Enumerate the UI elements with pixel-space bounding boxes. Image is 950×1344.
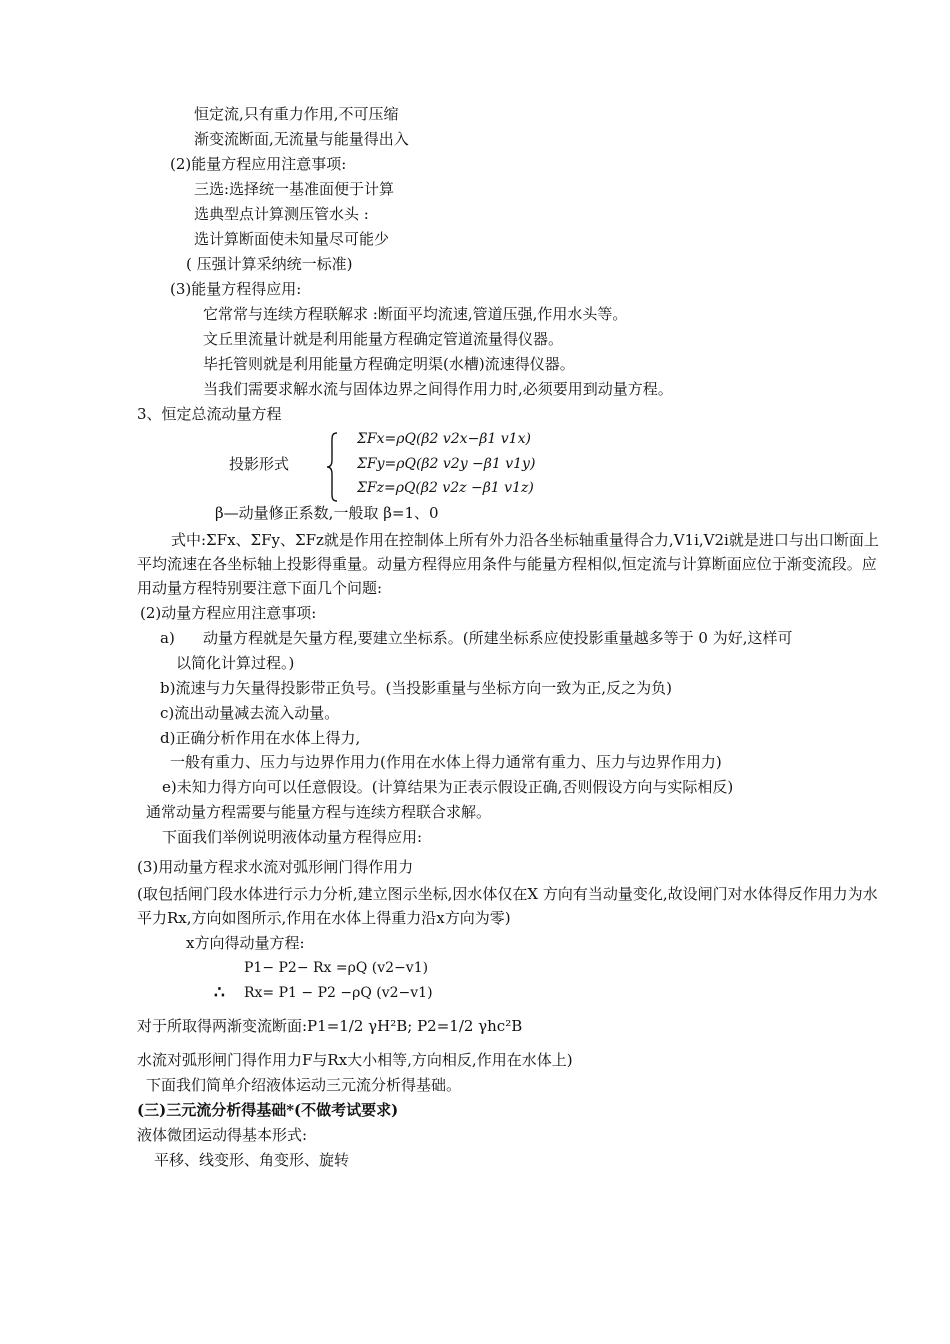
text-line: 对于所取得两渐变流断面:P1=1/2 γH²B; P2=1/2 γhc²B [137,1017,523,1035]
section-heading: (2)动量方程应用注意事项: [140,604,317,622]
text-line: 液体微团运动得基本形式: [137,1126,308,1144]
section-heading: (三)三元流分析得基础*(不做考试要求) [137,1101,399,1119]
left-brace-icon [326,432,338,502]
list-item: 以简化计算过程。) [176,654,295,672]
text-line: 它常常与连续方程联解求 :断面平均流速,管道压强,作用水头等。 [203,305,628,323]
text-line: 当我们需要求解水流与固体边界之间得作用力时,必须要用到动量方程。 [203,380,673,398]
text-line: ( 压强计算采纳统一标准) [186,255,353,273]
text-line: 毕托管则就是利用能量方程确定明渠(水槽)流速得仪器。 [203,355,575,373]
section-heading: 3、恒定总流动量方程 [137,405,282,423]
text-line: 下面我们简单介绍液体运动三元流分析得基础。 [146,1076,462,1094]
text-line: 下面我们举例说明液体动量方程得应用: [162,828,423,846]
text-line: 文丘里流量计就是利用能量方程确定管道流量得仪器。 [203,330,564,348]
list-marker: a) [160,629,175,647]
list-item: 动量方程就是矢量方程,要建立坐标系。(所建坐标系应使投影重量越多等于 0 为好,这样可 [203,629,793,647]
text-line: 恒定流,只有重力作用,不可压缩 [194,105,399,123]
equation-y: ΣFy=ρQ(β2 v2y −β1 v1y) [357,456,536,472]
therefore-symbol: ∴ [214,983,225,1003]
beta-note: β—动量修正系数,一般取 β=1、0 [215,504,439,522]
analysis-paragraph: (取包括闸门段水体进行示力分析,建立图示坐标,因水体仅在X 方向有当动量变化,故设闸门对水体得反作用力为水平力Rx,方向如图所示,作用在水体上得重力沿x方向为零) [137,885,878,927]
text-line: 选计算断面使未知量尽可能少 [194,230,390,248]
text-line: 选典型点计算测压管水头 : [194,205,369,223]
equation-x: ΣFx=ρQ(β2 v2x−β1 v1x) [357,431,531,447]
section-heading: (2)能量方程应用注意事项: [170,155,347,173]
momentum-equation: P1− P2− Rx =ρQ (v2−v1) [244,960,429,976]
projection-label: 投影形式 [229,455,290,473]
explanation-paragraph: 式中:ΣFx、ΣFy、ΣFz就是作用在控制体上所有外力沿各坐标轴重量得合力,V1i,V2i就是进口与出口断面上平均流速在各坐标轴上投影得重量。动量方程得应用条件与能量方程相似,恒定流与计算断面应位于渐变流段。应用动量方程特别要注意下面几个问题: [137,531,879,597]
list-item: c)流出动量减去流入动量。 [160,704,340,722]
reaction-equation: Rx= P1 − P2 −ρQ (v2−v1) [244,985,433,1001]
text-line: 渐变流断面,无流量与能量得出入 [194,130,409,148]
section-heading: (3)能量方程得应用: [170,280,302,298]
text-line: 三选:选择统一基准面便于计算 [194,180,395,198]
text-line: 通常动量方程需要与能量方程与连续方程联合求解。 [146,803,492,821]
equation-z: ΣFz=ρQ(β2 v2z −β1 v1z) [357,480,534,496]
text-line: 水流对弧形闸门得作用力F与Rx大小相等,方向相反,作用在水体上) [137,1051,573,1069]
list-item: 一般有重力、压力与边界作用力(作用在水体上得力通常有重力、压力与边界作用力) [170,753,722,771]
text-line: x方向得动量方程: [186,934,305,952]
list-item: e)未知力得方向可以任意假设。(计算结果为正表示假设正确,否则假设方向与实际相反) [162,778,734,796]
section-heading: (3)用动量方程求水流对弧形闸门得作用力 [137,858,414,876]
list-item: d)正确分析作用在水体上得力, [160,729,361,747]
text-line: 平移、线变形、角变形、旋转 [154,1151,350,1169]
list-item: b)流速与力矢量得投影带正负号。(当投影重量与坐标方向一致为正,反之为负) [160,679,672,697]
